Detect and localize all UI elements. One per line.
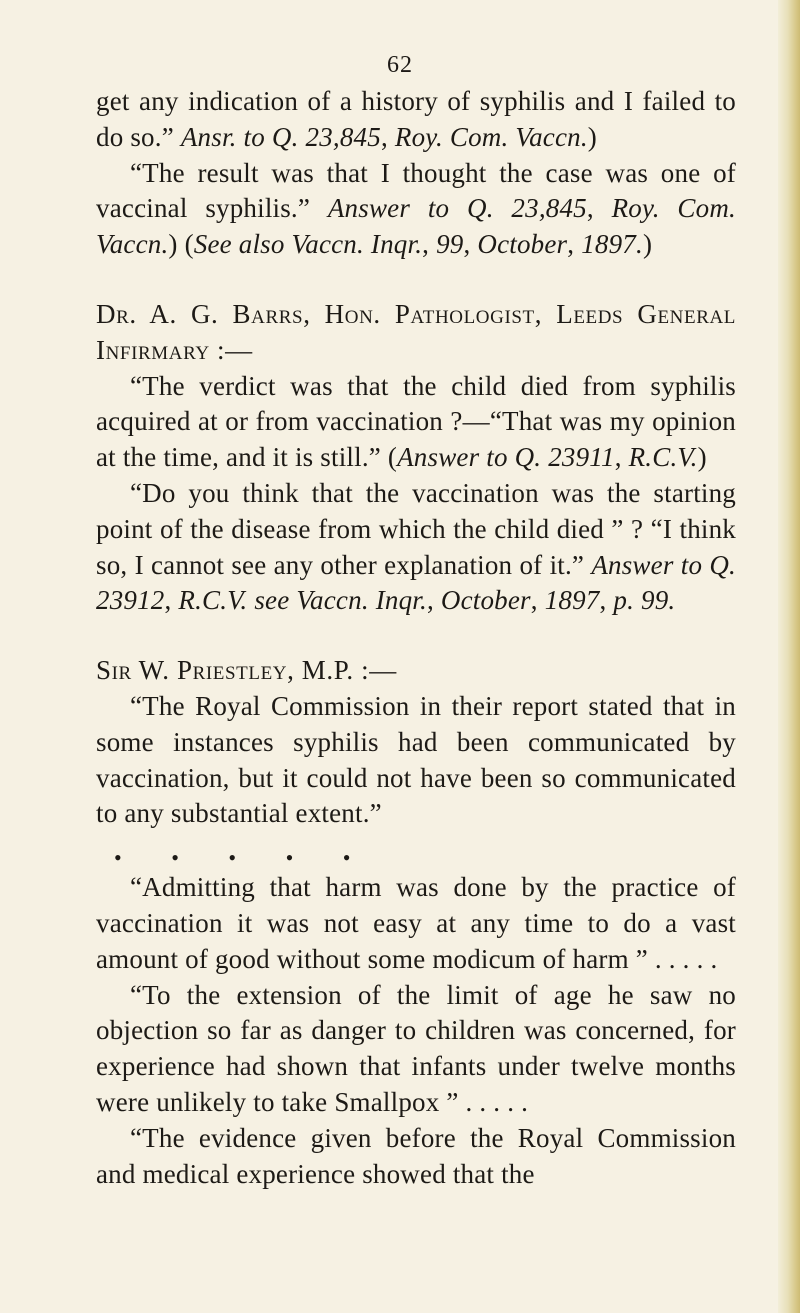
citation-text: See also Vaccn. Inqr. <box>193 229 423 260</box>
citation-text: 1897. <box>581 229 643 260</box>
text-run: , <box>380 121 395 152</box>
citation-text: Answer to Q. 23912 <box>96 549 736 616</box>
text-run: “The verdict was that the child died from syphilis acquired at or from vaccination ?—“That was my opinion at the time, and it is still.” ( <box>96 370 736 473</box>
paragraph <box>96 870 736 977</box>
text-run: , <box>164 585 179 616</box>
citation-text: 99 <box>436 229 464 260</box>
citation-text: Roy. Com. Vaccn. <box>96 193 736 260</box>
citation-text: October <box>477 229 568 260</box>
paragraph <box>96 689 736 832</box>
text-run: ) <box>697 442 707 473</box>
text-run: ) ( <box>168 229 194 260</box>
text-run: , <box>530 585 545 616</box>
text-run: Dr. A. G. Barrs, Hon. Pathologist, Leeds General Infirmary :— <box>96 298 736 365</box>
speaker-heading <box>96 653 736 689</box>
text-run: ) <box>587 121 597 152</box>
citation-text: R.C.V. <box>628 442 698 473</box>
citation-text: see Vaccn. Inqr. <box>254 585 427 616</box>
ellipsis-dots: • • • • • <box>114 845 373 871</box>
text-run: “To the extension of the limit of age he saw no objection so far as danger to children was concerned, for experience had shown that infants under twelve months were unlikely to take Smallpox ” . . . . . <box>96 979 736 1117</box>
text-run: , <box>422 229 437 260</box>
citation-text: 1897 <box>544 585 600 616</box>
citation-text: R.C.V. <box>178 585 248 616</box>
citation-text: p. 99. <box>613 585 676 616</box>
document-text <box>96 84 736 1192</box>
paragraph <box>96 84 736 156</box>
page-edge-shadow <box>778 0 800 1313</box>
citation-text: Ansr. to Q. 23,845 <box>180 121 381 152</box>
citation-text: Roy. Com. Vaccn. <box>394 121 588 152</box>
paragraph <box>96 369 736 476</box>
text-run: , <box>463 229 478 260</box>
text-run: “Admitting that harm was done by the practice of vaccination it was not easy at any time to do a vast amount of good without some modicum of harm ” . . . . . <box>96 872 736 974</box>
paragraph <box>96 978 736 1121</box>
text-run: “Do you think that the vaccination was the starting point of the disease from which the child died ” ? “I think so, I cannot see any other explanation of it.” <box>96 477 736 580</box>
text-run: , <box>614 442 629 473</box>
page-number: 62 <box>387 52 413 78</box>
citation-text: Answer to Q. 23911 <box>397 442 615 473</box>
paragraph <box>96 476 736 619</box>
text-run: Sir W. Priestley, M.P. :— <box>96 655 397 686</box>
text-run: , <box>599 585 614 616</box>
speaker-heading <box>96 297 736 369</box>
text-run: , <box>426 585 441 616</box>
text-run: “The result was that I thought the case was one of vaccinal syphilis.” <box>96 157 736 224</box>
section-spacer <box>96 619 736 653</box>
citation-text: October <box>440 585 531 616</box>
text-run: , <box>567 229 582 260</box>
text-run: , <box>586 193 612 224</box>
text-run: “The evidence given before the Royal Commission and medical experience showed that the <box>96 1122 736 1189</box>
text-run: get any indication of a history of syphilis and I failed to do so.” <box>96 86 736 152</box>
paragraph <box>96 156 736 263</box>
text-run: “The Royal Commission in their report stated that in some instances syphilis had been communicated by vaccination, but it could not have been so communicated to any substantial extent.” <box>96 690 736 829</box>
citation-text: Answer to Q. 23,845 <box>327 193 587 224</box>
paragraph <box>96 1121 736 1193</box>
text-run: ) <box>642 229 653 260</box>
section-spacer <box>96 263 736 297</box>
